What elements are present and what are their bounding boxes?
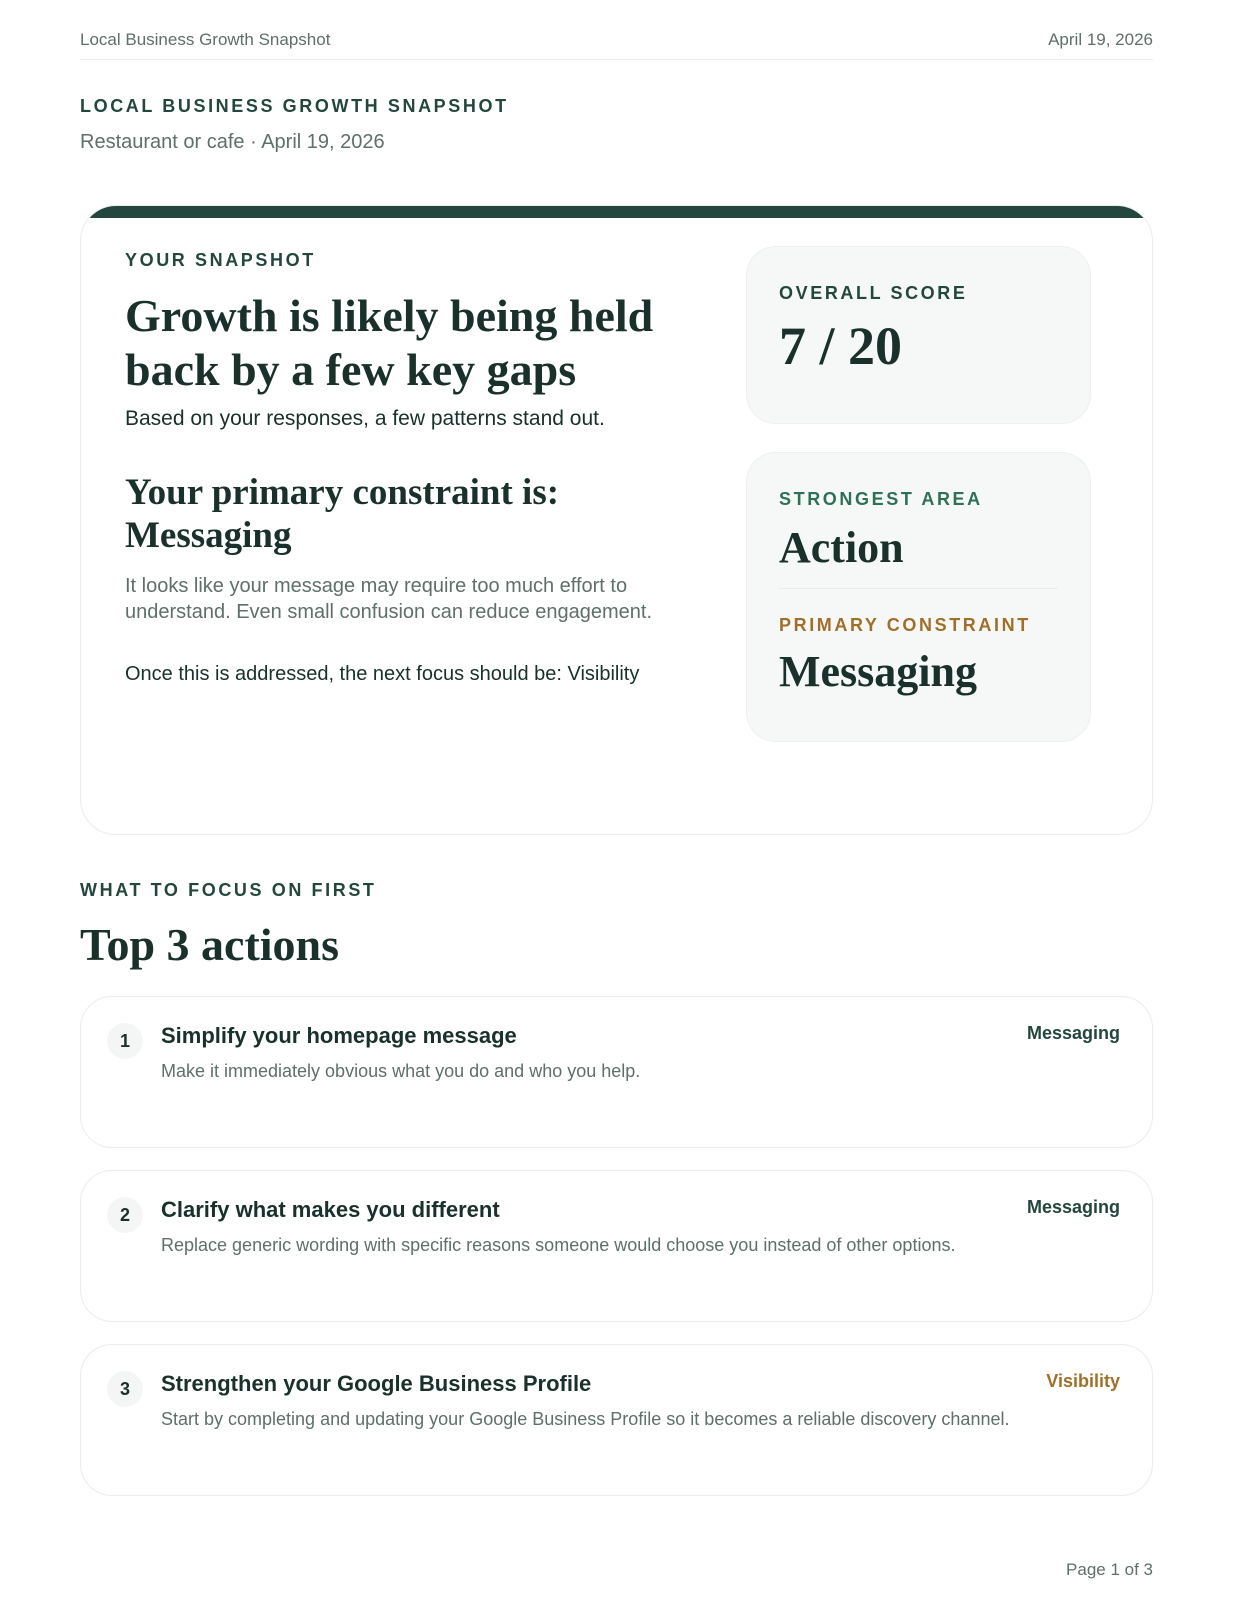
action-category-tag: Messaging (1026, 1197, 1120, 1217)
page-number: Page 1 of 3 (1066, 1560, 1153, 1579)
document-subtitle: Restaurant or cafe · April 19, 2026 (80, 131, 385, 153)
strongest-area-label: STRONGEST AREA (779, 489, 983, 509)
action-title: Clarify what makes you different (161, 1197, 500, 1222)
action-card (80, 1344, 1153, 1496)
action-category-tag: Visibility (1046, 1371, 1120, 1391)
action-title: Strengthen your Google Business Profile (161, 1371, 592, 1396)
action-description: Replace generic wording with specific reasons someone would choose you instead of other options. (161, 1235, 956, 1255)
overall-score-box (746, 246, 1091, 424)
primary-constraint-label: PRIMARY CONSTRAINT (779, 615, 1031, 635)
action-card (80, 996, 1153, 1148)
header-title: Local Business Growth Snapshot (80, 30, 331, 49)
areas-box (746, 452, 1091, 742)
action-number-badge: 1 (107, 1023, 143, 1059)
action-number-badge: 3 (107, 1371, 143, 1407)
action-description: Make it immediately obvious what you do and who you help. (161, 1061, 641, 1081)
action-number-badge: 2 (107, 1197, 143, 1233)
action-description: Start by completing and updating your Google Business Profile so it becomes a reliable discovery channel. (161, 1409, 1010, 1429)
strongest-area-value: Action (779, 523, 904, 572)
snapshot-title: Growth is likely being held back by a few key gaps (125, 290, 654, 395)
action-category-tag: Messaging (1026, 1023, 1120, 1043)
snapshot-subtitle: Based on your responses, a few patterns stand out. (125, 407, 605, 430)
snapshot-accent-bar (81, 206, 1152, 218)
constraint-heading: Your primary constraint is: Messaging (125, 472, 560, 556)
page-header (80, 30, 1153, 60)
constraint-description: It looks like your message may require too much effort to understand. Even small confusion can reduce engagement. (125, 575, 653, 623)
action-title: Simplify your homepage message (161, 1023, 517, 1048)
focus-title: Top 3 actions (80, 919, 340, 970)
focus-eyebrow: WHAT TO FOCUS ON FIRST (80, 880, 377, 900)
overall-score-label: OVERALL SCORE (779, 283, 968, 303)
divider (779, 588, 1058, 589)
action-card (80, 1170, 1153, 1322)
primary-constraint-value: Messaging (779, 647, 977, 696)
snapshot-card (80, 205, 1153, 835)
snapshot-eyebrow: YOUR SNAPSHOT (125, 250, 316, 270)
snapshot-summary (125, 250, 725, 686)
next-focus: Once this is addressed, the next focus should be: Visibility (125, 663, 640, 685)
document-eyebrow: LOCAL BUSINESS GROWTH SNAPSHOT (80, 96, 509, 116)
header-date: April 19, 2026 (1048, 30, 1153, 49)
overall-score-value: 7 / 20 (779, 316, 903, 376)
